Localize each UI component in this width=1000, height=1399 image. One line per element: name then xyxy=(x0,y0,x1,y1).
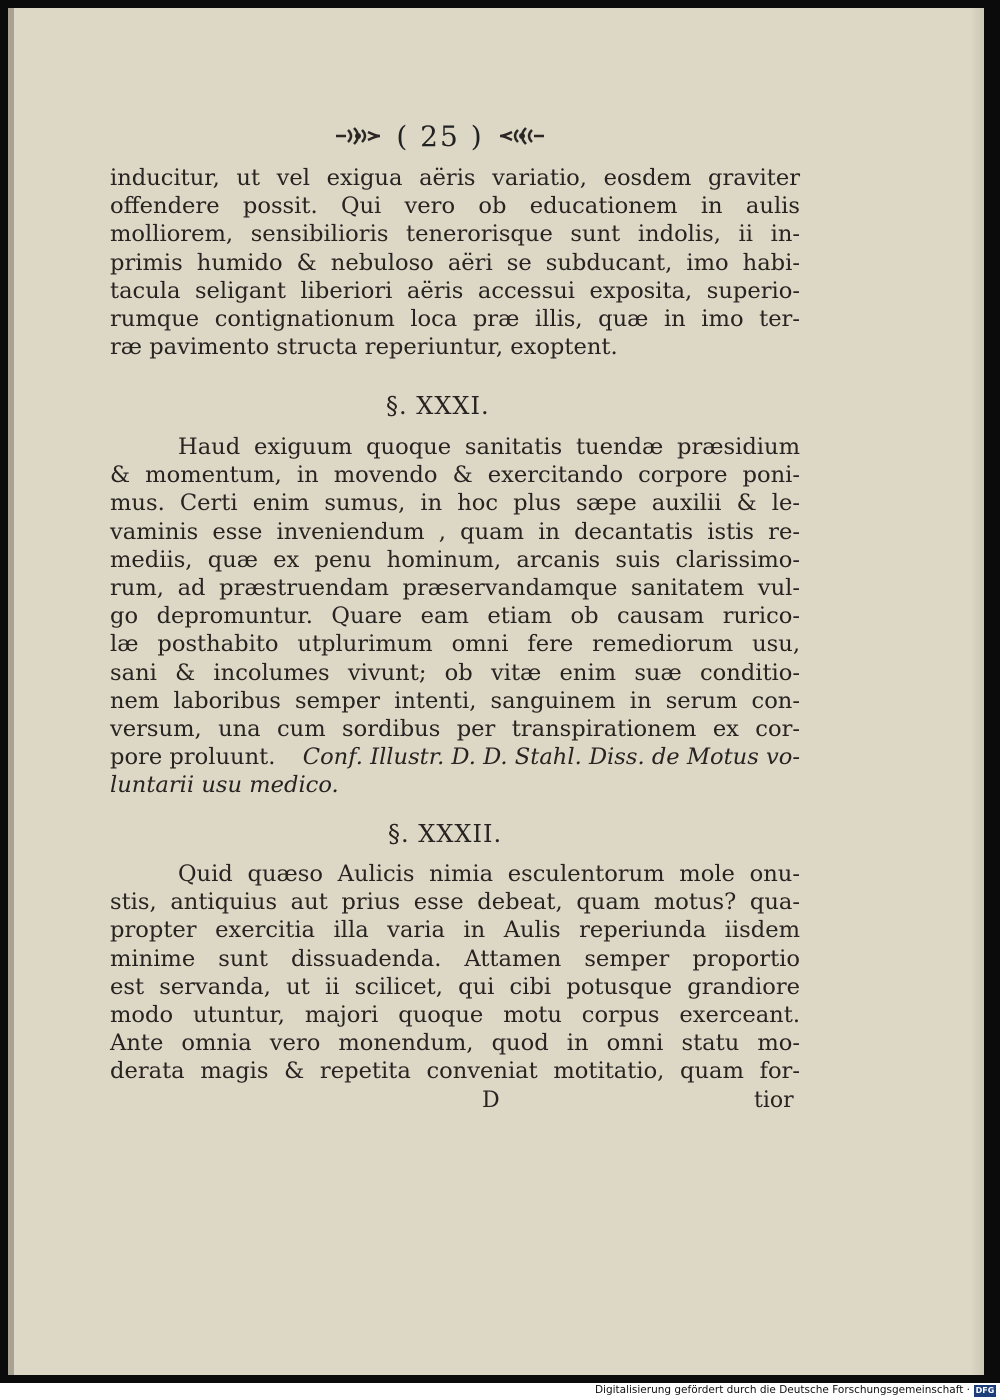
page-number: ( 25 ) xyxy=(396,119,484,153)
digitization-footer xyxy=(0,1383,1000,1399)
text-line: tacula seligant liberiori aëris accessui exposita, superio- xyxy=(110,277,800,304)
text-line: nem laboribus semper intenti, sanguinem in serum con- xyxy=(110,687,800,714)
text-line: vaminis esse inveniendum , quam in decantatis istis re- xyxy=(110,518,800,545)
signature-mark: D xyxy=(482,1088,500,1113)
text-line: rum, ad præstruendam præservandamque sanitatem vul- xyxy=(110,575,800,602)
text-line: propter exercitia illa varia in Aulis reperiunda iisdem xyxy=(110,917,800,944)
citation: Conf. Illustr. D. D. Stahl. Diss. de Motus vo- xyxy=(302,744,800,771)
text-line: offendere possit. Qui vero ob educationem in aulis xyxy=(110,193,800,220)
text-line: inducitur, ut vel exigua aëris variatio, eosdem graviter xyxy=(110,165,800,191)
text-fragment: pore proluunt. xyxy=(110,744,276,771)
footer-text: Digitalisierung gefördert durch die Deutsche Forschungsgemeinschaft · xyxy=(594,1384,970,1396)
text-line: derata magis & repetita conveniat motitatio, quam for- xyxy=(110,1058,800,1085)
catchword: tior xyxy=(754,1088,794,1113)
section-31-body xyxy=(110,433,800,800)
text-line: modo utuntur, majori quoque motu corpus exerceant. xyxy=(110,1002,800,1029)
text-line: stis, antiquius aut prius esse debeat, quam motus? qua- xyxy=(110,889,800,916)
text-line: est servanda, ut ii scilicet, qui cibi potusque grandiore xyxy=(110,973,800,1000)
text-line: minime sunt dissuadenda. Attamen semper proportio xyxy=(110,945,800,972)
section-32-body xyxy=(110,860,800,1086)
text-line: versum, una cum sordibus per transpirationem ex cor- xyxy=(110,716,800,743)
section-heading-31: §. XXXI. xyxy=(386,392,490,420)
text-line: rumque contignationum loca præ illis, quæ in imo ter- xyxy=(110,306,800,333)
left-ornament-icon xyxy=(334,124,382,148)
text-line: go depromuntur. Quare eam etiam ob causam rurico- xyxy=(110,603,800,630)
text-line xyxy=(110,743,800,771)
paragraph-continued xyxy=(110,164,800,361)
text-line: Ante omnia vero monendum, quod in omni statu mo- xyxy=(110,1030,800,1057)
text-line: Quid quæso Aulicis nimia esculentorum mole onu- xyxy=(178,861,800,887)
text-line: mus. Certi enim sumus, in hoc plus sæpe auxilii & le- xyxy=(110,490,800,517)
text-line: molliorem, sensibilioris tenerorisque sunt indolis, ii in- xyxy=(110,221,800,248)
text-line: ræ pavimento structa reperiuntur, exoptent. xyxy=(110,334,618,361)
book-page xyxy=(8,8,984,1375)
page-header xyxy=(300,116,580,156)
text-line: sani & incolumes vivunt; ob vitæ enim suæ conditio- xyxy=(110,659,800,686)
text-line: primis humido & nebuloso aëri se subducant, imo habi- xyxy=(110,249,800,276)
citation-end: luntarii usu medico. xyxy=(110,772,339,799)
right-ornament-icon xyxy=(498,124,546,148)
text-line: læ posthabito utplurimum omni fere remediorum usu, xyxy=(110,631,800,658)
section-heading-32: §. XXXII. xyxy=(388,820,503,848)
text-line: mediis, quæ ex penu hominum, arcanis suis clarissimo- xyxy=(110,546,800,573)
text-line: & momentum, in movendo & exercitando corpore poni- xyxy=(110,462,800,489)
dfg-logo[interactable]: DFG xyxy=(975,1386,995,1395)
text-line: Haud exiguum quoque sanitatis tuendæ præsidium xyxy=(178,434,800,460)
